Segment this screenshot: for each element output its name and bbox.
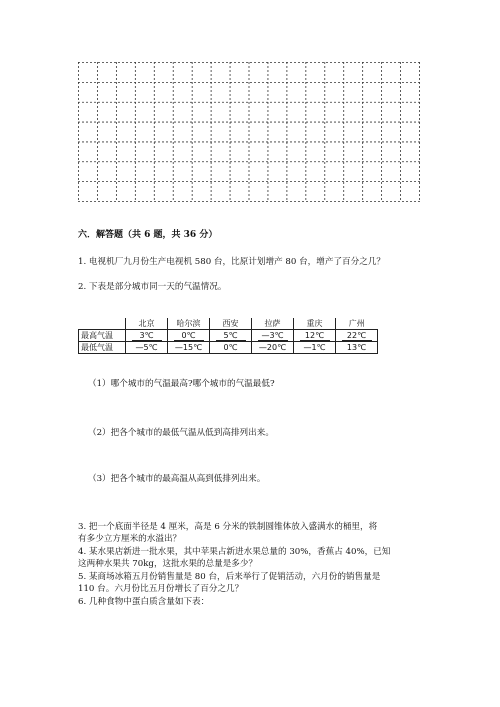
row-label-high: 最高气温 — [79, 330, 126, 342]
question-2-part-3: （3）把各个城市的最高温从高到低排列出来。 — [88, 474, 266, 484]
low-temp-cell: 0℃ — [210, 342, 252, 354]
high-temp-cell — [126, 330, 168, 342]
city-header: 北京 — [126, 318, 168, 330]
city-header: 广州 — [336, 318, 378, 330]
city-header: 重庆 — [294, 318, 336, 330]
table-corner-cell — [79, 318, 126, 330]
low-temp-cell: 13℃ — [336, 342, 378, 354]
question-4-line-1: 4. 某水果店新进一批水果，其中苹果占新进水果总量的 30%，香蕉占 40%，已知 — [78, 547, 391, 557]
table-row-low — [79, 342, 378, 354]
high-temp-cell — [336, 330, 378, 342]
grid-svg — [78, 62, 420, 202]
high-temp-value: 5℃ — [216, 331, 246, 341]
high-temp-cell — [294, 330, 336, 342]
high-temp-value: —3℃ — [258, 331, 288, 341]
table-header-row — [79, 318, 378, 330]
question-5-line-1: 5. 某商场冰箱五月份销售量是 80 台，后来举行了促销活动，六月份的销售量是 — [78, 572, 381, 582]
low-temp-cell: —5℃ — [126, 342, 168, 354]
low-temp-cell: —15℃ — [168, 342, 210, 354]
table-row-high — [79, 330, 378, 342]
low-temp-cell: —1℃ — [294, 342, 336, 354]
temperature-table — [78, 318, 378, 354]
question-2: 2. 下表是部分城市同一天的气温情况。 — [78, 282, 227, 292]
question-6: 6. 几种食物中蛋白质含量如下表： — [78, 597, 210, 607]
city-header: 哈尔滨 — [168, 318, 210, 330]
question-2-part-2: （2）把各个城市的最低气温从低到高排列出来。 — [88, 428, 274, 438]
question-4-line-2: 这两种水果共 70kg，这批水果的总量是多少？ — [78, 559, 258, 569]
question-3-line-1: 3. 把一个底面半径是 4 厘米，高是 6 分米的铁制圆锥体放入盛满水的桶里，将 — [78, 522, 378, 532]
question-5-line-2: 110 台。六月份比五月份增长了百分之几？ — [78, 584, 244, 594]
question-1: 1. 电视机厂九月份生产电视机 580 台，比原计划增产 80 台，增产了百分之几？ — [78, 257, 386, 267]
question-3-line-2: 有多少立方厘米的水溢出？ — [78, 534, 182, 544]
low-temp-cell: —20℃ — [252, 342, 294, 354]
high-temp-cell — [168, 330, 210, 342]
high-temp-value: 3℃ — [132, 331, 162, 341]
high-temp-cell — [210, 330, 252, 342]
row-label-low: 最低气温 — [79, 342, 126, 354]
section-title: 六．解答题（共 6 题，共 36 分） — [78, 230, 218, 240]
dashed-answer-grid — [78, 62, 420, 202]
city-header: 西安 — [210, 318, 252, 330]
question-2-part-1: （1）哪个城市的气温最高?哪个城市的气温最低? — [88, 379, 275, 389]
high-temp-value: 22℃ — [342, 331, 372, 341]
high-temp-value: 0℃ — [174, 331, 204, 341]
high-temp-value: 12℃ — [300, 331, 330, 341]
city-header: 拉萨 — [252, 318, 294, 330]
high-temp-cell — [252, 330, 294, 342]
